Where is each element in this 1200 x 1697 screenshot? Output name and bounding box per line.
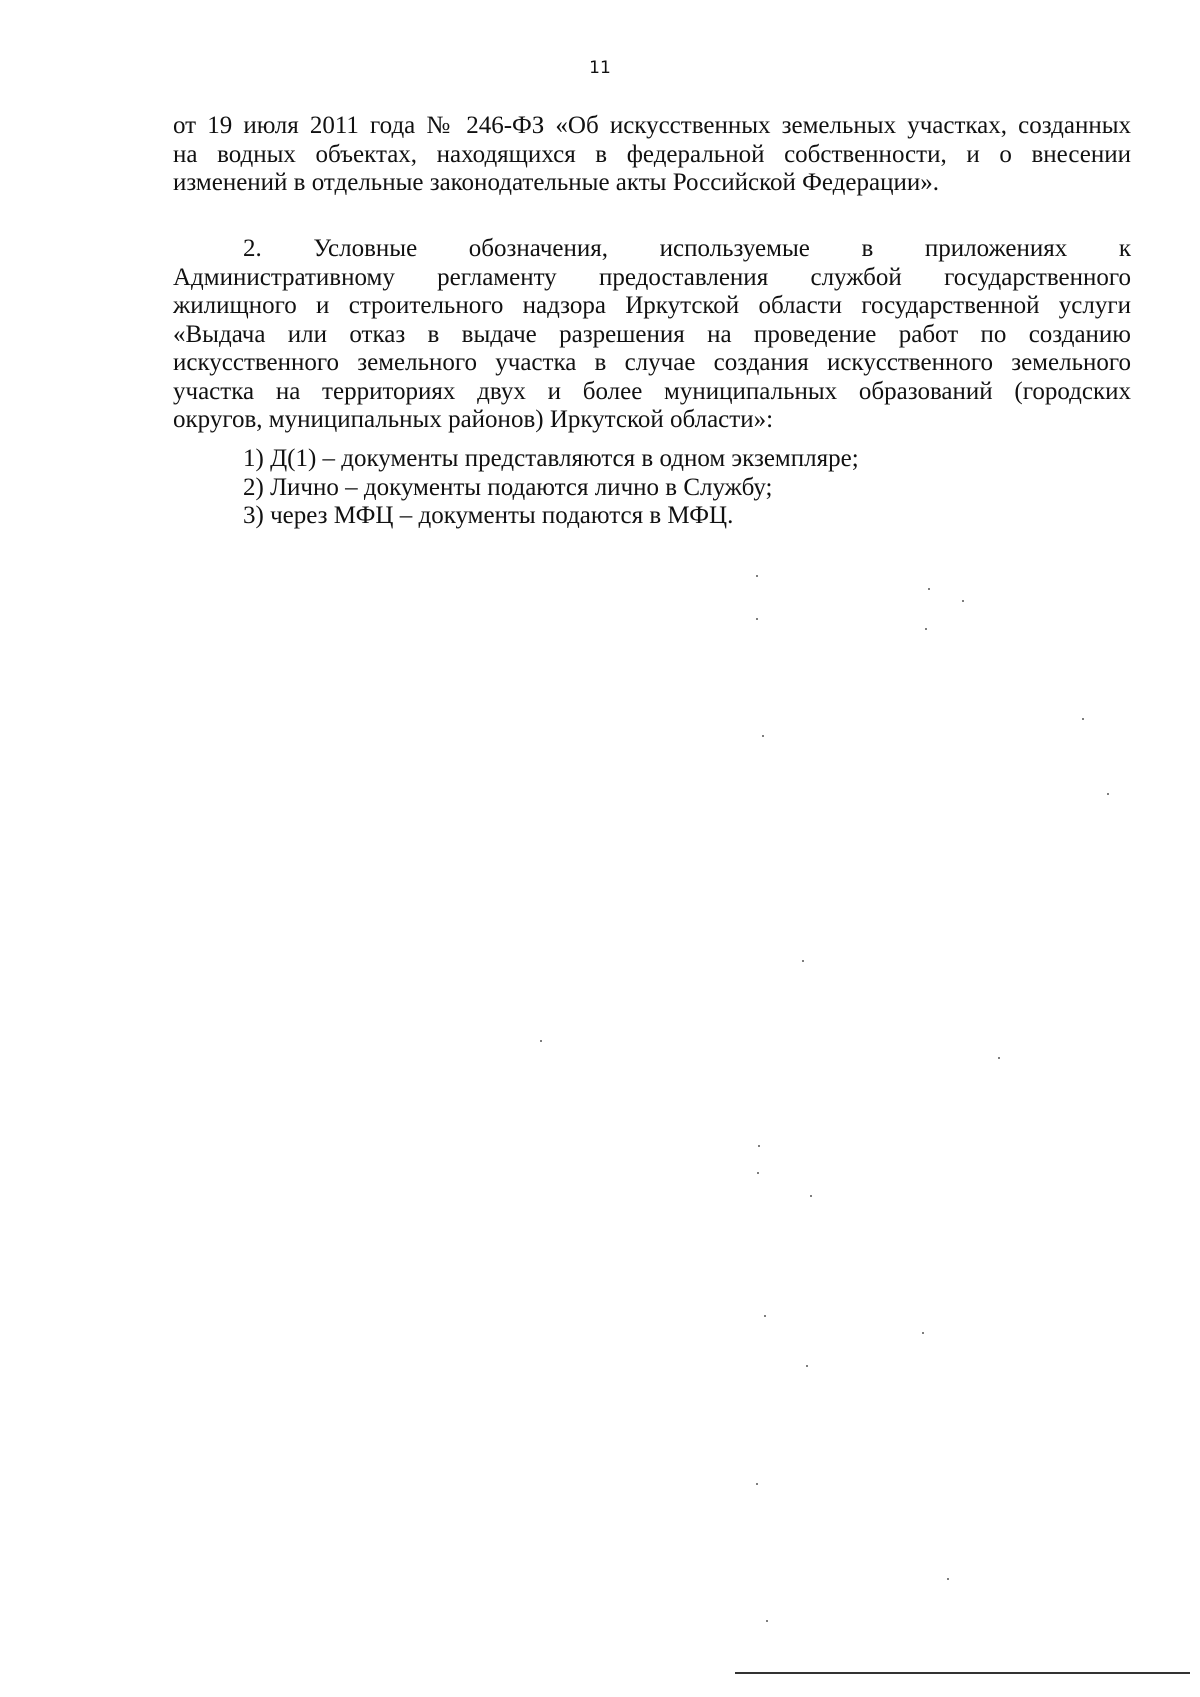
paragraph-line: участка на территориях двух и более муниципальных образований (городских xyxy=(173,377,1131,405)
paragraph-line: от 19 июля 2011 года № 246-ФЗ «Об искусственных земельных участках, созданных xyxy=(173,112,1131,139)
paragraph-line: на водных объектах, находящихся в федеральной собственности, и о внесении xyxy=(173,140,1131,168)
bottom-rule xyxy=(735,1672,1190,1674)
paragraph-line: «Выдача или отказ в выдаче разрешения на проведение работ по созданию xyxy=(173,320,1131,348)
list-item: 1) Д(1) – документы представляются в одном экземпляре; xyxy=(243,445,859,472)
paragraph-line: 2. Условные обозначения, используемые в приложениях к xyxy=(243,235,1131,262)
paragraph-line: жилищного и строительного надзора Иркутской области государственной услуги xyxy=(173,292,1131,319)
list-item: 2) Лично – документы подаются лично в Службу; xyxy=(243,473,773,501)
symbols-list xyxy=(243,445,859,531)
paragraph-line: округов, муниципальных районов) Иркутской области»: xyxy=(173,406,774,433)
paragraph-line: искусственного земельного участка в случае создания искусственного земельного xyxy=(173,349,1131,376)
paragraph-line: изменений в отдельные законодательные акты Российской Федерации». xyxy=(173,169,939,196)
list-item: 3) через МФЦ – документы подаются в МФЦ. xyxy=(243,502,734,529)
paragraph-reference-law xyxy=(173,112,1131,198)
page-number: 11 xyxy=(589,58,611,78)
paragraph-line: Административному регламенту предоставления службой государственного xyxy=(173,263,1131,291)
paragraph-symbols-definition xyxy=(173,235,1131,435)
